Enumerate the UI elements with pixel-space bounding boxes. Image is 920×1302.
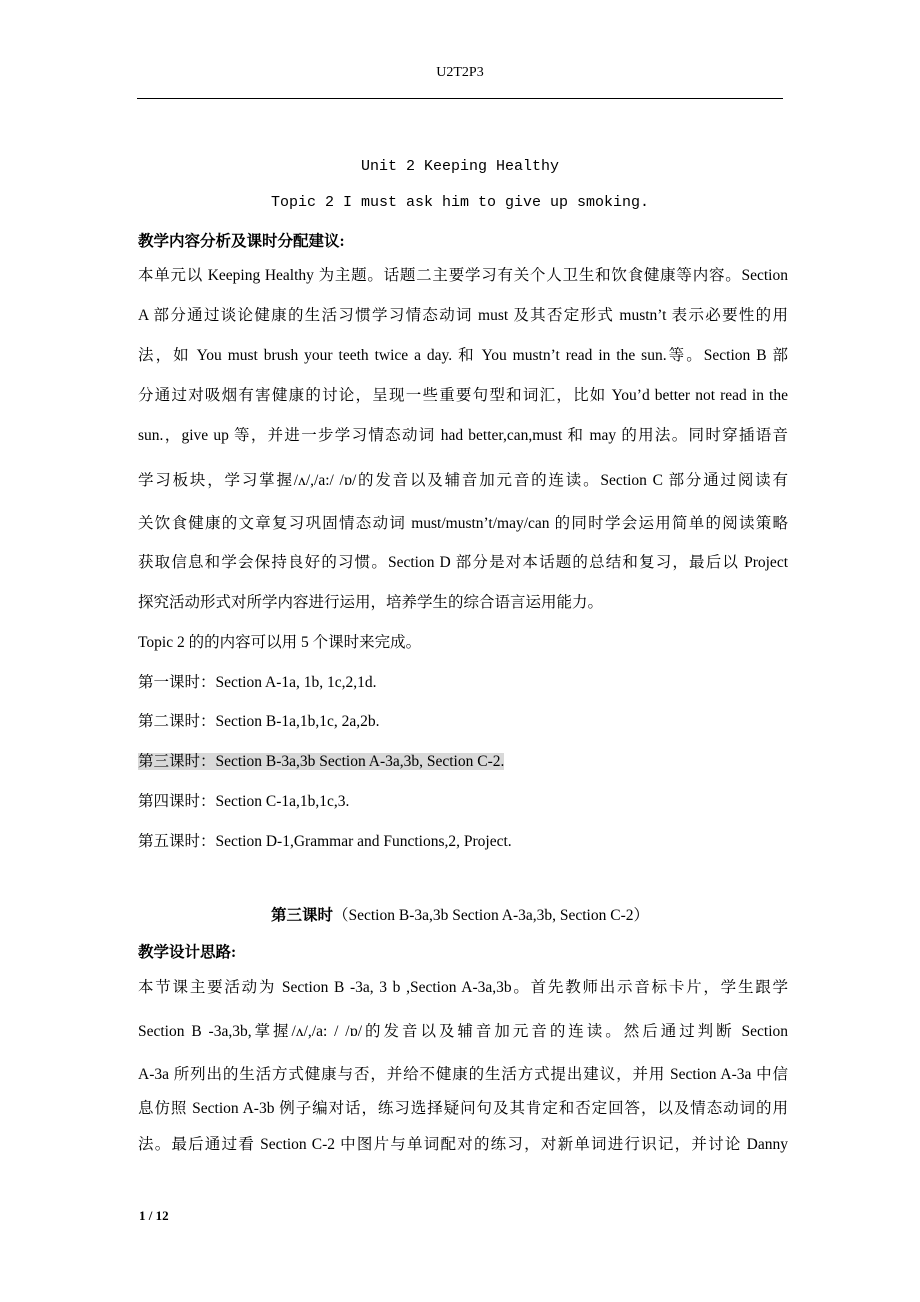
design-paragraph-line: 本节课主要活动为 Section B -3a, 3 b ,Section A-3a,3b。首先教师出示音标卡片，学生跟学 bbox=[138, 979, 788, 996]
highlighted-text: 第三课时：Section B-3a,3b Section A-3a,3b, Section C-2. bbox=[138, 753, 505, 770]
period-summary: Topic 2 的的内容可以用 5 个课时来完成。 bbox=[138, 634, 422, 651]
design-paragraph-line: 息仿照 Section A-3b 例子编对话，练习选择疑问句及其肯定和否定回答，以及情态动词的用 bbox=[138, 1100, 788, 1117]
analysis-paragraph-line: A 部分通过谈论健康的生活习惯学习情态动词 must 及其否定形式 mustn’t 表示必要性的用 bbox=[138, 307, 788, 324]
analysis-paragraph-line: 分通过对吸烟有害健康的讨论，呈现一些重要句型和词汇，比如 You’d better not read in the bbox=[138, 387, 788, 404]
lesson-heading-sections: （Section B-3a,3b Section A-3a,3b, Section C-2） bbox=[333, 907, 649, 924]
unit-title: Unit 2 Keeping Healthy bbox=[360, 158, 560, 175]
period-item: 第一课时：Section A-1a, 1b, 1c,2,1d. bbox=[138, 674, 377, 691]
design-paragraph-line: 法。最后通过看 Section C-2 中图片与单词配对的练习，对新单词进行识记，并讨论 Danny bbox=[138, 1136, 788, 1153]
page-header-code: U2T2P3 bbox=[436, 65, 484, 80]
analysis-paragraph-line: sun.，give up 等，并进一步学习情态动词 had better,can,must 和 may 的用法。同时穿插语音 bbox=[138, 427, 788, 444]
period-item: 第四课时：Section C-1a,1b,1c,3. bbox=[138, 793, 350, 810]
design-paragraph-line: A-3a 所列出的生活方式健康与否，并给不健康的生活方式提出建议，并用 Section A-3a 中信 bbox=[138, 1066, 788, 1083]
analysis-heading: 教学内容分析及课时分配建议: bbox=[138, 233, 345, 250]
analysis-paragraph-line: 探究活动形式对所学内容进行运用，培养学生的综合语言运用能力。 bbox=[138, 594, 604, 611]
analysis-paragraph-line: 学习板块，学习掌握/ʌ/,/a:/ /ɒ/的发音以及辅音加元音的连读。Section C 部分通过阅读有 bbox=[138, 472, 788, 489]
header-divider bbox=[137, 98, 783, 99]
period-item-highlighted bbox=[138, 751, 788, 773]
period-item: 第二课时：Section B-1a,1b,1c, 2a,2b. bbox=[138, 713, 380, 730]
analysis-paragraph-line: 法，如 You must brush your teeth twice a day. 和 You mustn’t read in the sun.等。Section B 部 bbox=[138, 347, 788, 364]
design-paragraph-line: Section B -3a,3b,掌握/ʌ/,/a: / /ɒ/的发音以及辅音加元音的连读。然后通过判断 Section bbox=[138, 1023, 788, 1040]
analysis-paragraph-line: 获取信息和学会保持良好的习惯。Section D 部分是对本话题的总结和复习，最后以 Project bbox=[138, 554, 788, 571]
period-item: 第五课时：Section D-1,Grammar and Functions,2, Project. bbox=[138, 833, 512, 850]
topic-title: Topic 2 I must ask him to give up smoking. bbox=[270, 194, 650, 211]
lesson-heading bbox=[0, 905, 920, 927]
design-heading: 教学设计思路: bbox=[138, 944, 237, 961]
lesson-heading-bold: 第三课时 bbox=[270, 907, 333, 924]
analysis-paragraph-line: 关饮食健康的文章复习巩固情态动词 must/mustn’t/may/can 的同时学会运用简单的阅读策略 bbox=[138, 515, 788, 532]
analysis-paragraph-line: 本单元以 Keeping Healthy 为主题。话题二主要学习有关个人卫生和饮食健康等内容。Section bbox=[138, 267, 788, 284]
page-number: 1 / 12 bbox=[139, 1208, 169, 1223]
